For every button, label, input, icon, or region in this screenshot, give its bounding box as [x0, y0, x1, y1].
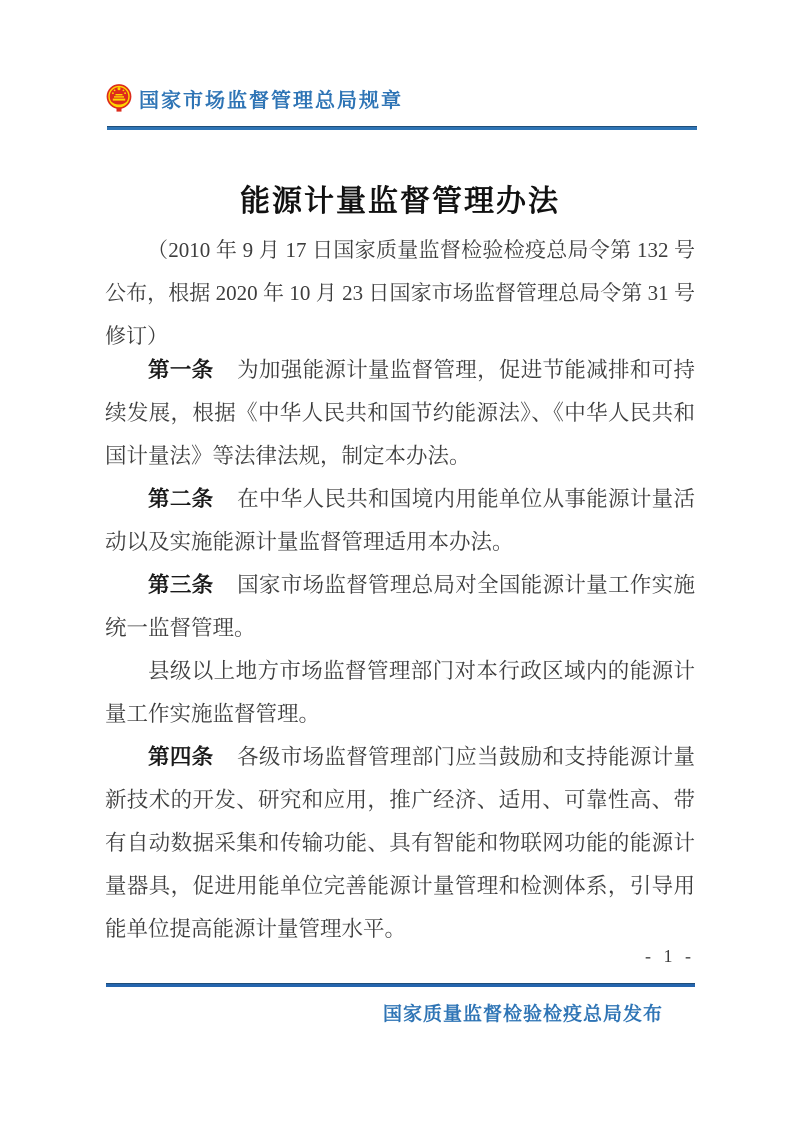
article-text: 为加强能源计量监督管理，促进节能减排和可持续发展，根据《中华人民共和国节约能源法》、《中华人民共和国计量法》等法律法规，制定本办法。: [105, 358, 695, 468]
footer-divider-line: [106, 983, 695, 987]
national-emblem-icon: [106, 83, 132, 113]
article-text: 国家市场监督管理总局对全国能源计量工作实施统一监督管理。: [105, 573, 695, 640]
document-body: [105, 349, 695, 951]
article-text: 在中华人民共和国境内用能单位从事能源计量活动以及实施能源计量监督管理适用本办法。: [105, 487, 695, 554]
article-number: 第一条: [148, 358, 214, 382]
article-paragraph: [105, 736, 695, 951]
page-number: - 1 -: [645, 946, 695, 966]
article-paragraph: [105, 349, 695, 478]
document-title: 能源计量监督管理办法: [240, 185, 560, 218]
article-text: 各级市场监督管理部门应当鼓励和支持能源计量新技术的开发、研究和应用，推广经济、适用、可靠性高、带有自动数据采集和传输功能、具有智能和物联网功能的能源计量器具，促进用能单位完善能源计量管理和检测体系，引导用能单位提高能源计量管理水平。: [105, 745, 695, 941]
article-paragraph: [105, 564, 695, 650]
page-header: [106, 83, 698, 113]
article-number: 第四条: [148, 745, 214, 769]
article-number: 第三条: [148, 573, 214, 597]
footer-publisher: 国家质量监督检验检疫总局发布: [382, 1004, 663, 1025]
header-agency-title: 国家市场监督管理总局规章: [139, 89, 403, 112]
article-paragraph: [105, 650, 695, 736]
article-paragraph: [105, 478, 695, 564]
article-text: 县级以上地方市场监督管理部门对本行政区域内的能源计量工作实施监督管理。: [105, 659, 695, 726]
article-number: 第二条: [148, 487, 214, 511]
publication-note: （2010 年 9 月 17 日国家质量监督检验检疫总局令第 132 号公布，根据 2020 年 10 月 23 日国家市场监督管理总局令第 31 号修订）: [105, 238, 695, 348]
header-divider-line: [107, 126, 697, 130]
